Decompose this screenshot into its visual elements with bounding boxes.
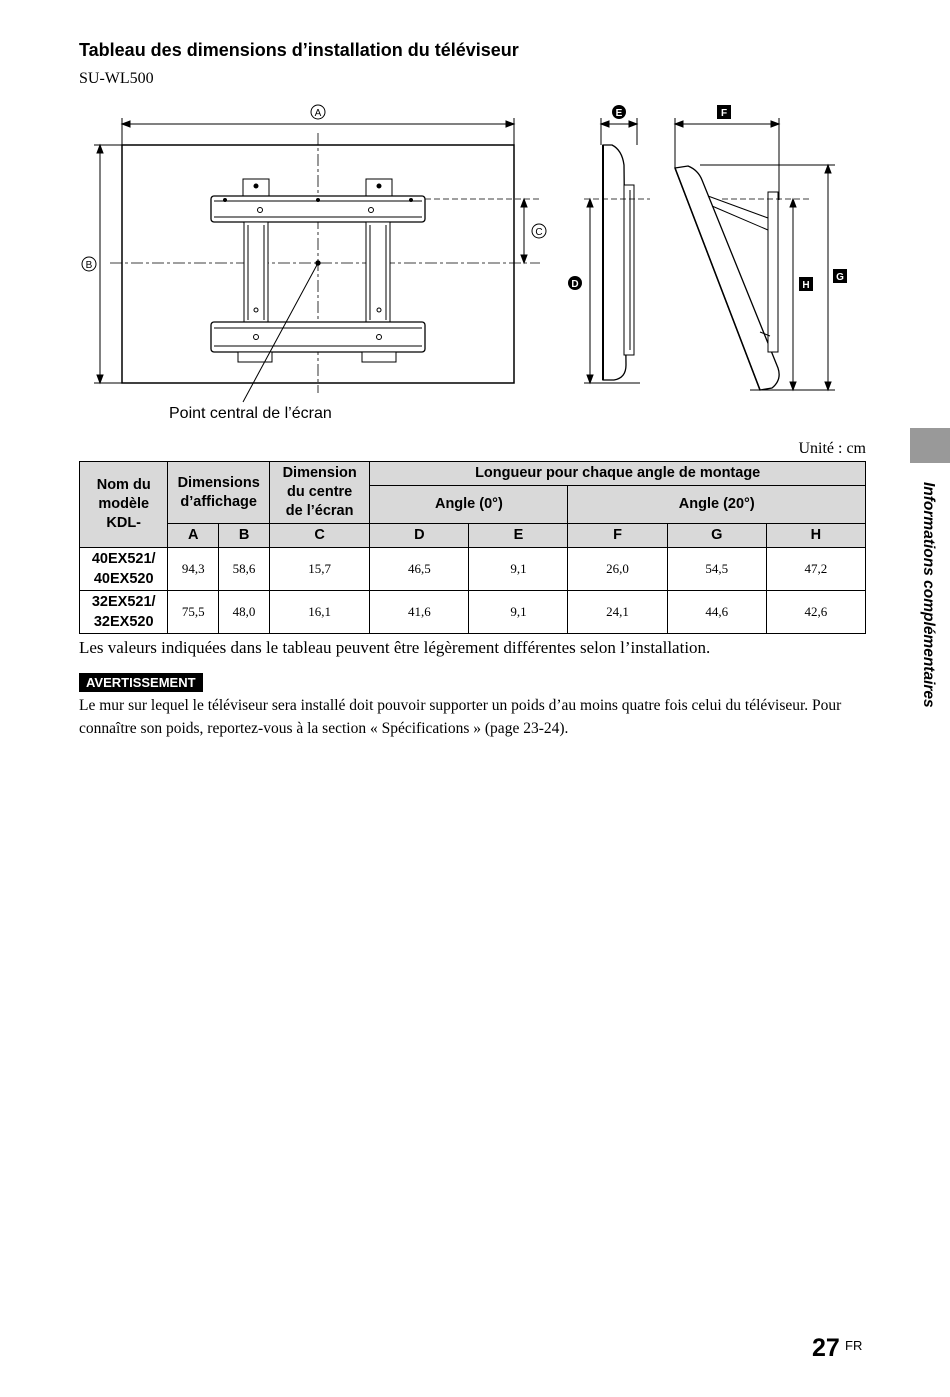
value-cell: 15,7 <box>269 548 369 591</box>
col-c: C <box>269 524 369 548</box>
value-cell: 9,1 <box>469 548 568 591</box>
header-angle-0: Angle (0°) <box>370 486 568 524</box>
installation-diagram <box>0 95 870 435</box>
header-center: Dimension du centre de l’écran <box>269 462 369 524</box>
value-cell: 9,1 <box>469 591 568 634</box>
col-g: G <box>667 524 766 548</box>
col-a: A <box>168 524 219 548</box>
svg-text:G: G <box>836 272 844 283</box>
svg-text:H: H <box>802 280 810 291</box>
dimensions-table <box>79 461 866 634</box>
label-e-marker <box>612 105 626 119</box>
header-length: Longueur pour chaque angle de montage <box>370 462 866 486</box>
value-cell: 54,5 <box>667 548 766 591</box>
svg-text:A: A <box>314 108 322 119</box>
unit-label: Unité : cm <box>798 440 866 457</box>
value-cell: 58,6 <box>219 548 270 591</box>
label-b-marker <box>82 257 96 271</box>
svg-text:F: F <box>720 108 728 119</box>
value-cell: 26,0 <box>568 548 667 591</box>
value-cell: 94,3 <box>168 548 219 591</box>
svg-text:D: D <box>571 279 579 290</box>
page-language: FR <box>845 1338 863 1353</box>
label-a-marker <box>311 105 325 119</box>
value-cell: 41,6 <box>370 591 469 634</box>
value-cell: 24,1 <box>568 591 667 634</box>
col-b: B <box>219 524 270 548</box>
header-model: Nom du modèle KDL- <box>80 462 168 548</box>
col-h: H <box>766 524 865 548</box>
label-d-marker <box>568 276 582 290</box>
label-c-marker <box>532 224 546 238</box>
page-title: Tableau des dimensions d’installation du téléviseur <box>79 40 519 60</box>
warning-text: Le mur sur lequel le téléviseur sera installé doit pouvoir supporter un poids d’au moins quatre fois celui du téléviseur. Pour connaître son poids, reportez-vous à la section « Spécifications » (page 23-24). <box>79 697 842 737</box>
model-number: SU-WL500 <box>79 70 154 87</box>
warning-label: AVERTISSEMENT <box>79 673 203 692</box>
col-d: D <box>370 524 469 548</box>
model-cell: 40EX521/ 40EX520 <box>80 548 168 591</box>
table-row <box>80 591 866 634</box>
svg-text:C: C <box>535 227 543 238</box>
value-cell: 44,6 <box>667 591 766 634</box>
header-angle-20: Angle (20°) <box>568 486 866 524</box>
table-row <box>80 548 866 591</box>
label-h-marker <box>799 277 813 291</box>
col-e: E <box>469 524 568 548</box>
section-tab <box>910 428 950 463</box>
model-cell: 32EX521/ 32EX520 <box>80 591 168 634</box>
value-cell: 75,5 <box>168 591 219 634</box>
value-cell: 16,1 <box>269 591 369 634</box>
label-g-marker <box>833 269 847 283</box>
screen-center-label: Point central de l’écran <box>169 405 332 422</box>
svg-text:B: B <box>85 260 93 271</box>
header-display: Dimensions d’affichage <box>168 462 270 524</box>
table-note: Les valeurs indiquées dans le tableau peuvent être légèrement différentes selon l’installation. <box>79 638 711 657</box>
page-number: 27 <box>812 1334 840 1362</box>
col-f: F <box>568 524 667 548</box>
section-side-label: Informations complémentaires <box>920 482 937 708</box>
value-cell: 42,6 <box>766 591 865 634</box>
value-cell: 48,0 <box>219 591 270 634</box>
label-f-marker <box>717 105 731 119</box>
value-cell: 46,5 <box>370 548 469 591</box>
value-cell: 47,2 <box>766 548 865 591</box>
svg-text:E: E <box>615 108 623 119</box>
